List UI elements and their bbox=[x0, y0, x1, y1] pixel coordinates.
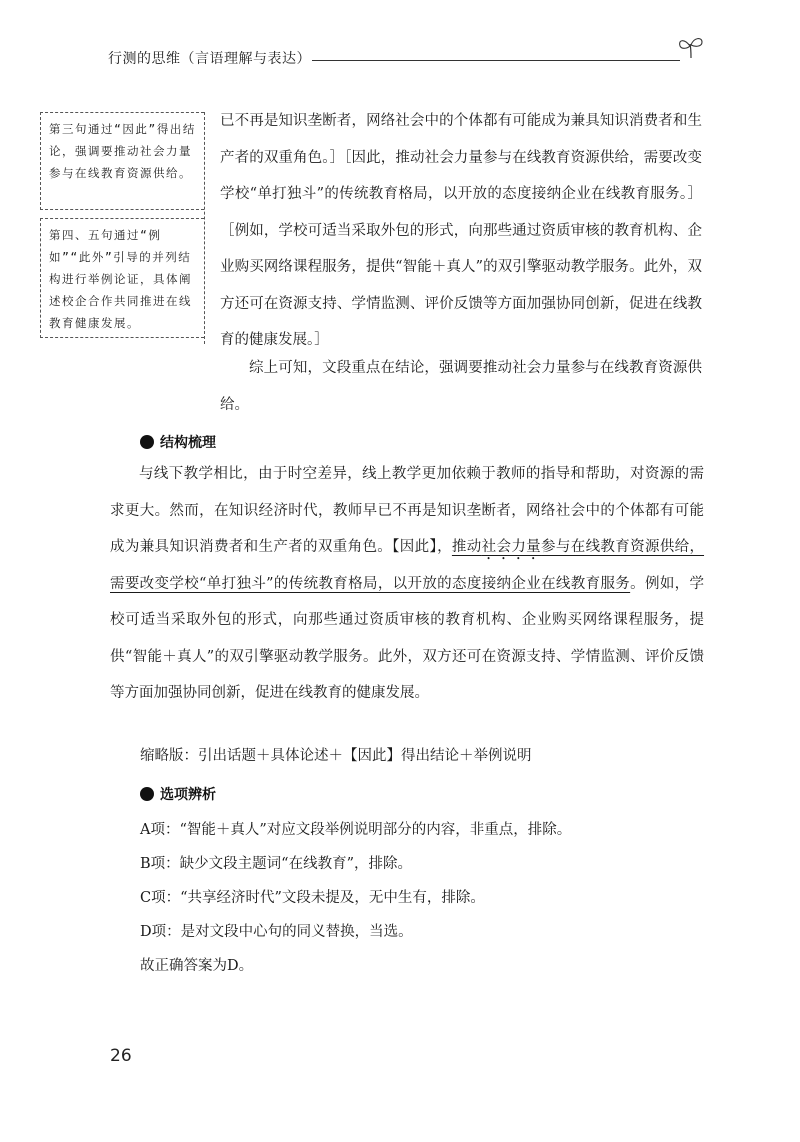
option-a: A项：“智能＋真人”对应文段举例说明部分的内容，非重点，排除。 bbox=[140, 822, 572, 838]
side-note-conclusion: 第三句通过“因此”得出结论，强调要推动社会力量参与在线教育资源供给。 bbox=[40, 112, 204, 210]
structure-summary: 缩略版：引出话题＋具体论述＋【因此】得出结论＋举例说明 bbox=[140, 748, 532, 764]
page-number: 26 bbox=[110, 1046, 132, 1066]
options-heading: 选项辨析 bbox=[140, 784, 216, 804]
passage-summary-paragraph: 综上可知，文段重点在结论，强调要推动社会力量参与在线教育资源供给。 bbox=[220, 360, 702, 413]
note-divider bbox=[204, 112, 205, 344]
structure-paragraph: 与线下教学相比，由于时空差异，线上教学更加依赖于教师的指导和帮助，对资源的需求更大。然而，在知识经济时代，教师早已不再是知识垄断者，网络社会中的个体都有可能成为兼具知识消费者和生产者的双重角色。【因此】，推动社会力量参与在线教育资源供给，需要改变学校“单打独斗”的传统教育格局，以开放的态度接纳企业在线教育服务。例如，学校可适当采取外包的形式，向那些通过资质审核的教育机构、企业购买网络课程服务，提供“智能＋真人”的双引擎驱动教学服务。此外，双方还可在资源支持、学情监测、评价反馈等方面加强协同创新，促进在线教育的健康发展。 bbox=[110, 466, 705, 701]
emphasis-dots: 社会力量 bbox=[481, 539, 542, 555]
option-c: C项：“共享经济时代”文段未提及，无中生有，排除。 bbox=[140, 890, 485, 906]
option-b: B项：缺少文段主题词“在线教育”，排除。 bbox=[140, 856, 412, 872]
side-note-examples: 第四、五句通过“例如”“此外”引导的并列结构进行举例论证，具体阐述校企合作共同推进在线教育健康发展。 bbox=[40, 218, 204, 338]
section-badge-icon bbox=[140, 435, 154, 449]
header-rule bbox=[312, 60, 680, 61]
answer-line: 故正确答案为D。 bbox=[140, 958, 254, 974]
because-bracket: 【因此】 bbox=[392, 539, 438, 555]
underlined-conclusion: 推动社会力量参与在线教育资源供给，需要改变学校“单打独斗”的传统教育格局，以开放的态度接纳企业在线教育服务 bbox=[110, 539, 705, 592]
running-header-title: 行测的思维（言语理解与表达） bbox=[108, 51, 311, 67]
sprout-logo-icon bbox=[676, 34, 706, 60]
option-d: D项：是对文段中心句的同义替换，当选。 bbox=[140, 924, 413, 940]
passage-paragraph: 已不再是知识垄断者，网络社会中的个体都有可能成为兼具知识消费者和生产者的双重角色。］［因此，推动社会力量参与在线教育资源供给，需要改变学校“单打独斗”的传统教育格局，以开放的态度接纳企业在线教育服务。］［例如，学校可适当采取外包的形式，向那些通过资质审核的教育机构、企业购买网络课程服务，提供“智能＋真人”的双引擎驱动教学服务。此外，双方还可在资源支持、学情监测、评价反馈等方面加强协同创新，促进在线教育的健康发展。］ bbox=[220, 113, 702, 348]
structure-heading: 结构梳理 bbox=[140, 432, 216, 452]
section-badge-icon bbox=[140, 787, 154, 801]
